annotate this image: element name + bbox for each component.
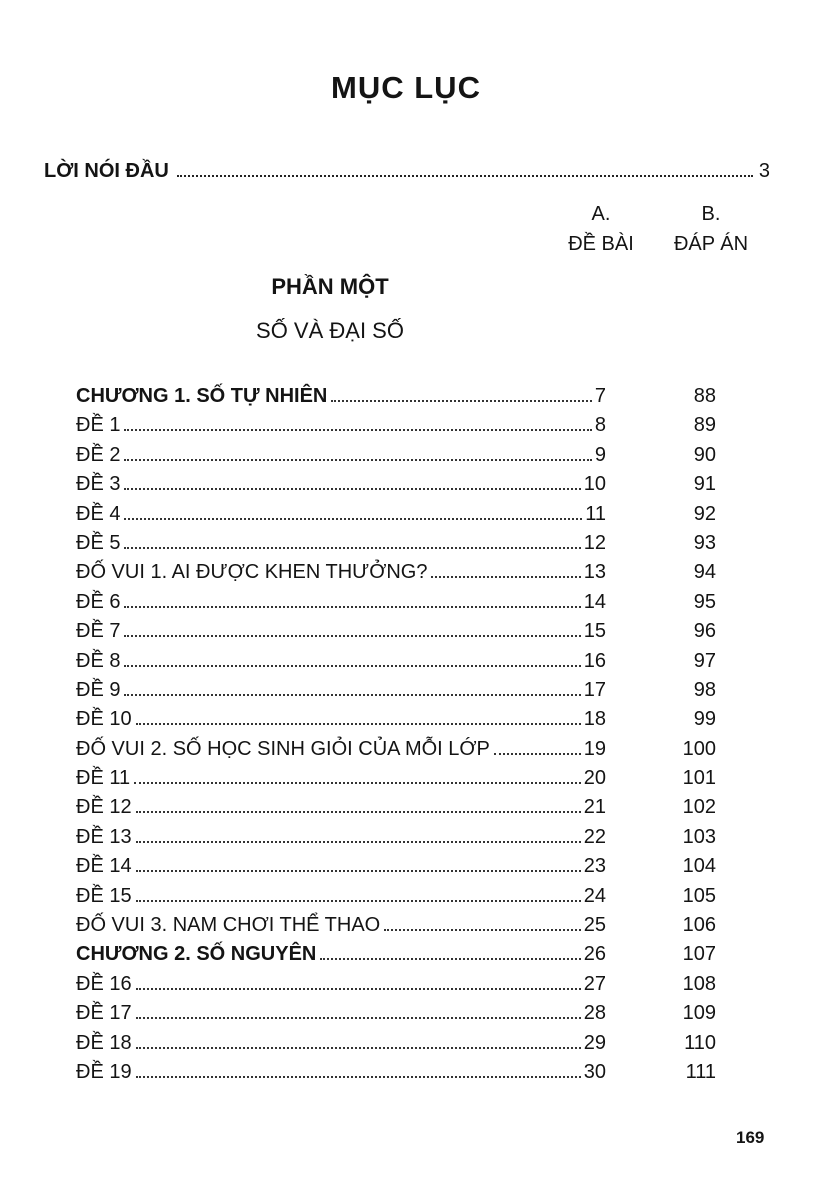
column-a-letter: A. [591, 203, 611, 225]
toc-page-dap-an: 99 [693, 708, 716, 731]
dot-leader [124, 606, 580, 608]
toc-label: ĐỀ 16 [76, 972, 132, 995]
toc-page-de-bai: 20 [583, 767, 606, 790]
dot-leader [136, 1047, 581, 1049]
toc-row[interactable] [76, 676, 756, 705]
toc-page-de-bai: 10 [583, 473, 606, 496]
toc-row[interactable] [76, 764, 756, 793]
toc-label: ĐỐ VUI 2. SỐ HỌC SINH GIỎI CỦA MỖI LỚP [76, 737, 490, 760]
toc-label: ĐỀ 3 [76, 473, 121, 496]
dot-leader [320, 958, 580, 960]
toc-row[interactable] [76, 588, 756, 617]
toc-page-dap-an: 90 [693, 443, 716, 466]
toc-page-de-bai: 26 [583, 943, 606, 966]
toc-row[interactable] [76, 882, 756, 911]
dot-leader [494, 753, 581, 755]
toc-page-dap-an: 101 [682, 767, 716, 790]
preface-page: 3 [758, 160, 770, 182]
dot-leader [431, 576, 580, 578]
toc-row[interactable] [76, 705, 756, 734]
toc-page-de-bai: 15 [583, 620, 606, 643]
toc-row[interactable] [76, 911, 756, 940]
dot-leader [136, 1076, 581, 1078]
toc-label: ĐỀ 7 [76, 620, 121, 643]
toc-label: ĐỀ 11 [76, 767, 131, 790]
column-header-dap-an [651, 199, 771, 259]
toc-page-de-bai: 16 [583, 649, 606, 672]
toc-page-de-bai: 7 [594, 385, 606, 407]
toc-page-dap-an: 109 [682, 1002, 716, 1025]
dot-leader [124, 518, 582, 520]
toc-label: ĐỀ 14 [76, 855, 132, 878]
dot-leader [124, 694, 580, 696]
part-title: PHẦN MỘT [271, 274, 389, 299]
toc-row[interactable] [76, 970, 756, 999]
dot-leader [136, 841, 581, 843]
toc-page-dap-an: 98 [693, 678, 716, 701]
toc-label: ĐỀ 13 [76, 825, 132, 848]
toc-page-de-bai: 21 [583, 796, 606, 819]
toc-page-dap-an: 111 [685, 1060, 716, 1083]
toc-page-dap-an: 96 [693, 620, 716, 643]
toc-row[interactable] [76, 823, 756, 852]
toc-page-dap-an: 95 [693, 590, 716, 613]
toc-row[interactable] [76, 529, 756, 558]
toc-row[interactable] [76, 558, 756, 587]
toc-page-dap-an: 88 [693, 385, 716, 407]
toc-row[interactable] [76, 735, 756, 764]
toc-label: ĐỐ VUI 1. AI ĐƯỢC KHEN THƯỞNG? [76, 561, 428, 584]
toc-page-dap-an: 100 [682, 737, 716, 760]
dot-leader [384, 929, 581, 931]
dot-leader [134, 782, 581, 784]
toc-page-dap-an: 107 [682, 943, 716, 966]
dot-leader [124, 459, 591, 461]
toc-label: ĐỀ 5 [76, 531, 121, 554]
toc-page-de-bai: 30 [583, 1060, 606, 1083]
toc-row[interactable] [76, 940, 756, 969]
page-title: MỤC LỤC [331, 70, 481, 105]
part-subtitle: SỐ VÀ ĐẠI SỐ [256, 318, 404, 343]
toc-row[interactable] [76, 647, 756, 676]
toc-page-dap-an: 97 [693, 649, 716, 672]
toc-label: ĐỀ 2 [76, 443, 121, 466]
dot-leader [136, 870, 581, 872]
dot-leader [136, 1017, 581, 1019]
toc-row[interactable] [76, 441, 756, 470]
toc-page-de-bai: 13 [583, 561, 606, 584]
dot-leader [124, 429, 591, 431]
column-b-letter: B. [701, 203, 721, 225]
table-of-contents [76, 382, 756, 1087]
toc-page-de-bai: 19 [583, 737, 606, 760]
toc-label: ĐỀ 6 [76, 590, 121, 613]
preface-label: LỜI NÓI ĐẦU [44, 160, 169, 182]
toc-page-de-bai: 9 [594, 443, 606, 466]
toc-page-dap-an: 91 [693, 473, 716, 496]
dot-leader [124, 488, 580, 490]
toc-label: ĐỀ 1 [76, 414, 121, 437]
toc-label: ĐỀ 18 [76, 1031, 132, 1054]
toc-label: CHƯƠNG 1. SỐ TỰ NHIÊN [76, 385, 328, 407]
column-b-label: ĐÁP ÁN [673, 233, 749, 255]
toc-page-de-bai: 18 [583, 708, 606, 731]
toc-row[interactable] [76, 617, 756, 646]
column-header-de-bai [541, 199, 661, 259]
toc-row[interactable] [76, 500, 756, 529]
dot-leader [124, 665, 580, 667]
toc-row[interactable] [76, 411, 756, 440]
toc-page-de-bai: 8 [594, 414, 606, 437]
toc-label: ĐỀ 8 [76, 649, 121, 672]
toc-page-de-bai: 27 [583, 972, 606, 995]
dot-leader [177, 175, 753, 177]
toc-label: CHƯƠNG 2. SỐ NGUYÊN [76, 943, 317, 966]
toc-label: ĐỀ 10 [76, 708, 132, 731]
toc-label: ĐỀ 19 [76, 1060, 132, 1083]
toc-page-de-bai: 25 [583, 914, 606, 937]
toc-row[interactable] [76, 852, 756, 881]
toc-page-de-bai: 11 [585, 502, 606, 525]
toc-page-dap-an: 106 [682, 914, 716, 937]
toc-page-de-bai: 29 [583, 1031, 606, 1054]
toc-page-dap-an: 102 [682, 796, 716, 819]
toc-page-dap-an: 103 [682, 825, 716, 848]
column-a-label: ĐỀ BÀI [568, 233, 634, 255]
toc-page-dap-an: 93 [693, 531, 716, 554]
toc-label: ĐỀ 4 [76, 502, 121, 525]
toc-label: ĐỀ 12 [76, 796, 132, 819]
toc-page-dap-an: 110 [684, 1031, 716, 1054]
preface-entry[interactable] [44, 160, 770, 183]
toc-page-de-bai: 12 [583, 531, 606, 554]
toc-page-de-bai: 28 [583, 1002, 606, 1025]
dot-leader [136, 900, 581, 902]
toc-page-dap-an: 104 [682, 855, 716, 878]
toc-page-de-bai: 17 [583, 678, 606, 701]
toc-page-de-bai: 22 [583, 825, 606, 848]
toc-row[interactable] [76, 999, 756, 1028]
toc-row[interactable] [76, 470, 756, 499]
toc-page-dap-an: 92 [693, 502, 716, 525]
toc-page-dap-an: 94 [693, 561, 716, 584]
toc-row[interactable] [76, 1029, 756, 1058]
toc-page-de-bai: 23 [583, 855, 606, 878]
toc-page-de-bai: 24 [583, 884, 606, 907]
toc-label: ĐỀ 17 [76, 1002, 132, 1025]
dot-leader [124, 547, 580, 549]
toc-page-dap-an: 89 [693, 414, 716, 437]
toc-label: ĐỀ 9 [76, 678, 121, 701]
dot-leader [136, 811, 581, 813]
dot-leader [331, 400, 591, 402]
dot-leader [136, 988, 581, 990]
toc-row[interactable] [76, 793, 756, 822]
dot-leader [136, 723, 581, 725]
toc-label: ĐỀ 15 [76, 884, 132, 907]
page-number: 169 [736, 1128, 765, 1147]
toc-row[interactable] [76, 382, 756, 411]
toc-page-dap-an: 108 [682, 972, 716, 995]
toc-page-dap-an: 105 [682, 884, 716, 907]
dot-leader [124, 635, 580, 637]
toc-label: ĐỐ VUI 3. NAM CHƠI THỂ THAO [76, 914, 381, 937]
toc-row[interactable] [76, 1058, 756, 1087]
toc-page-de-bai: 14 [583, 590, 606, 613]
